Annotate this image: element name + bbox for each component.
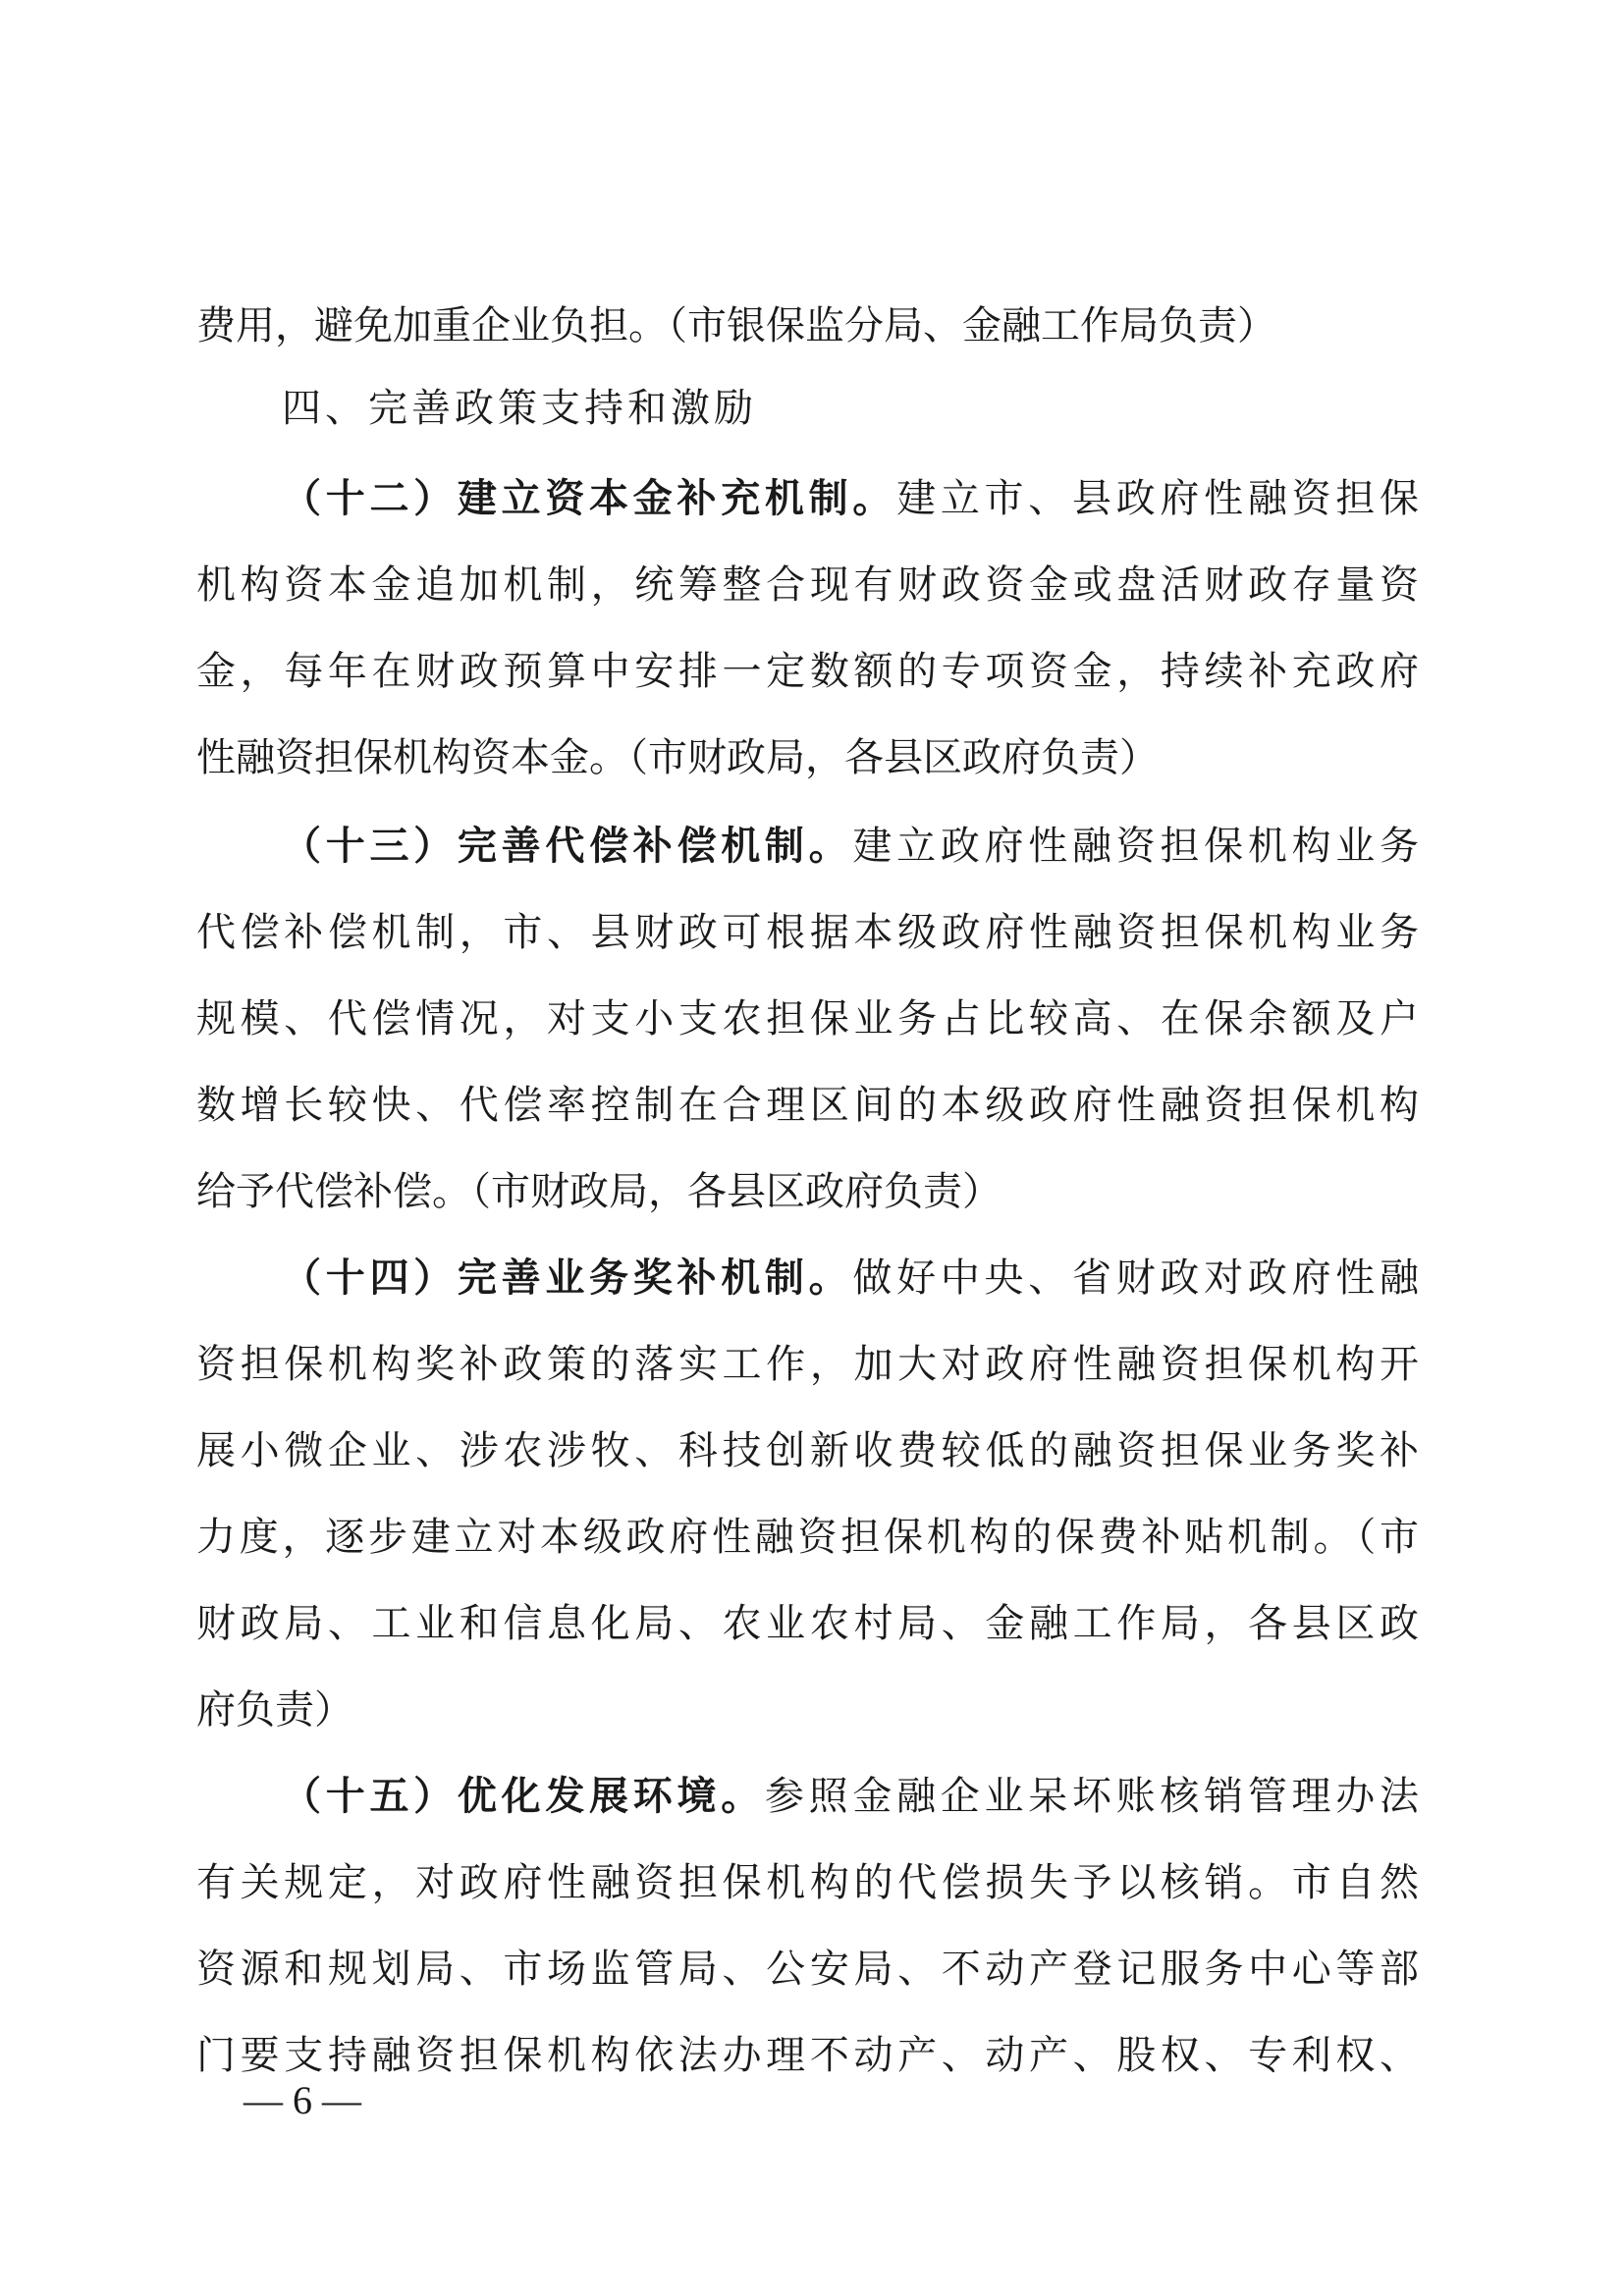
paragraph-12-line-3: 金，每年在财政预算中安排一定数额的专项资金，持续补充政府 [196, 649, 1419, 694]
paragraph-13-line-2: 代偿补偿机制，市、县财政可根据本级政府性融资担保机构业务 [196, 910, 1419, 955]
paragraph-15-lead: （十五）优化发展环境。 [282, 1774, 765, 1819]
paragraph-14-line-5: 财政局、工业和信息化局、农业农村局、金融工作局，各县区政 [196, 1601, 1419, 1646]
paragraph-13-line-5: 给予代偿补偿。（市财政局，各县区政府负责） [196, 1169, 1001, 1214]
paragraph-13-line-4: 数增长较快、代偿率控制在合理区间的本级政府性融资担保机构 [196, 1083, 1419, 1128]
paragraph-14-lead: （十四）完善业务奖补机制。 [282, 1255, 853, 1301]
paragraph-15-line-2: 有关规定，对政府性融资担保机构的代偿损失予以核销。市自然 [196, 1860, 1419, 1905]
paragraph-11-line-1: 费用，避免加重企业负担。（市银保监分局、金融工作局负责） [196, 303, 1276, 348]
paragraph-13-first-line-rest: 建立政府性融资担保机构业务 [852, 824, 1420, 869]
section-heading: 四、完善政策支持和激励 [282, 386, 757, 431]
paragraph-12-line-4: 性融资担保机构资本金。（市财政局，各县区政府负责） [196, 735, 1159, 780]
paragraph-12-line-2: 机构资本金追加机制，统筹整合现有财政资金或盘活财政存量资 [196, 562, 1419, 608]
paragraph-14-line-6: 府负责） [196, 1687, 353, 1733]
paragraph-15-first-line-rest: 参照金融企业呆坏账核销管理办法 [764, 1774, 1420, 1819]
paragraph-14-line-1 [282, 1239, 1419, 1317]
paragraph-13-line-1 [282, 807, 1419, 885]
paragraph-15-line-4: 门要支持融资担保机构依法办理不动产、动产、股权、专利权、 [196, 2033, 1419, 2078]
paragraph-14-line-2: 资担保机构奖补政策的落实工作，加大对政府性融资担保机构开 [196, 1342, 1419, 1387]
paragraph-13-lead: （十三）完善代偿补偿机制。 [282, 824, 853, 869]
paragraph-14-first-line-rest: 做好中央、省财政对政府性融 [852, 1255, 1420, 1301]
paragraph-15-line-3: 资源和规划局、市场监管局、公安局、不动产登记服务中心等部 [196, 1947, 1419, 1992]
paragraph-14-line-3: 展小微企业、涉农涉牧、科技创新收费较低的融资担保业务奖补 [196, 1428, 1419, 1473]
page-number: — 6 — [244, 2078, 361, 2122]
paragraph-13-line-3: 规模、代偿情况，对支小支农担保业务占比较高、在保余额及户 [196, 996, 1419, 1041]
paragraph-12-line-1 [282, 459, 1419, 538]
paragraph-14-line-4: 力度，逐步建立对本级政府性融资担保机构的保费补贴机制。（市 [196, 1515, 1419, 1560]
paragraph-12-first-line-rest: 建立市、县政府性融资担保 [896, 476, 1420, 521]
paragraph-15-line-1 [282, 1757, 1419, 1836]
paragraph-12-lead: （十二）建立资本金补充机制。 [282, 476, 897, 521]
